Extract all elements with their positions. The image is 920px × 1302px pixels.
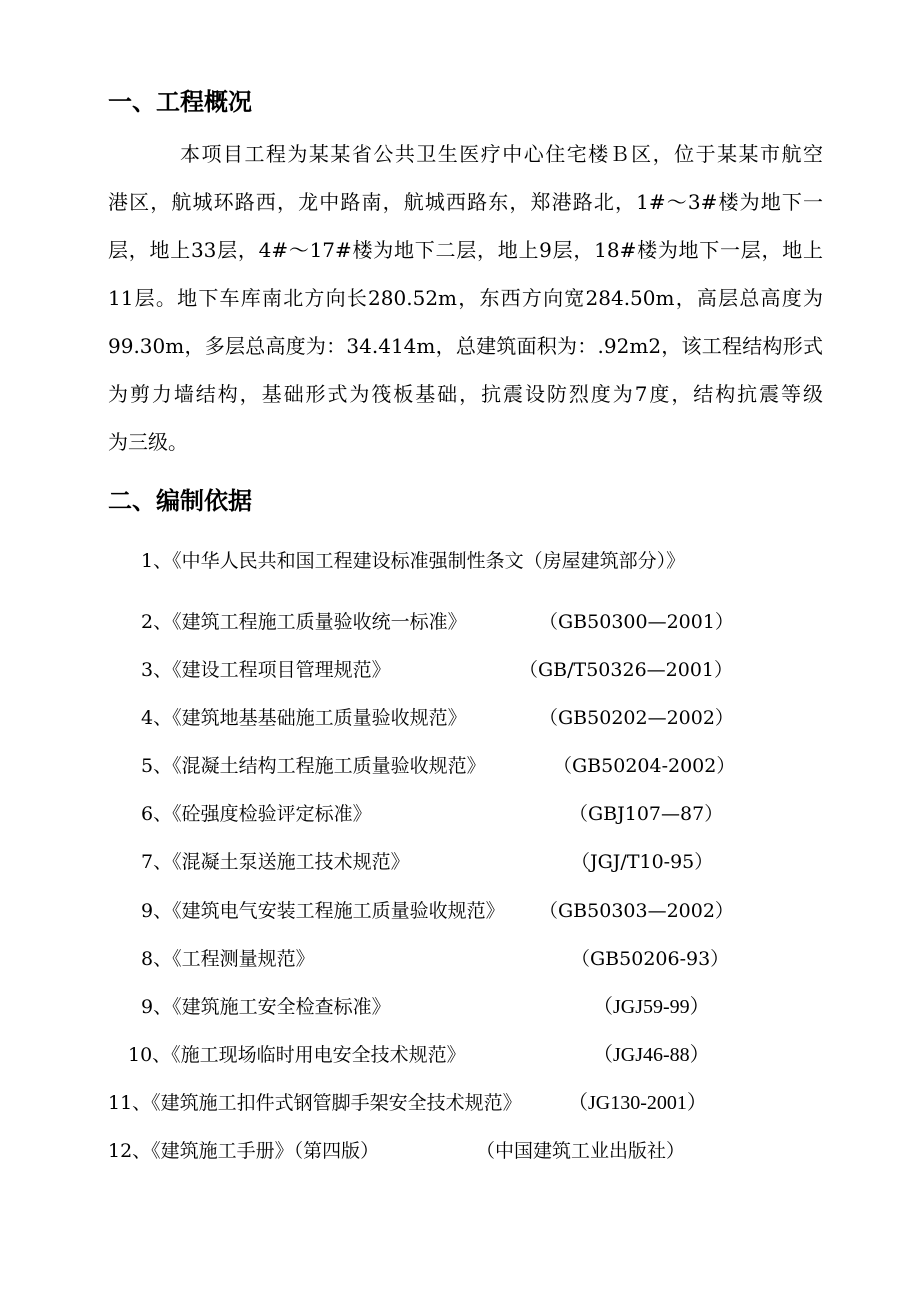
reference-code: （JG130-2001） [568,1092,707,1114]
paragraph-line: 港区，航城环路西，龙中路南，航城西路东，郑港路北，1#～3#楼为地下一 [108,190,823,214]
paragraph-line: 11层。地下车库南北方向长280.52m，东西方向宽284.50m，高层总高度为 [108,286,823,310]
reference-code: （GB50206-93） [571,948,730,970]
reference-title: 2、《建筑工程施工质量验收统一标准》 [141,611,467,633]
reference-item [141,543,685,579]
reference-title: 1、《中华人民共和国工程建设标准强制性条文（房屋建筑部分）》 [141,550,686,572]
reference-title: 12、《建筑施工手册》（第四版） [108,1140,380,1162]
reference-code: （GB/T50326—2001） [519,659,734,681]
section-heading-overview: 一、工程概况 [108,88,252,116]
reference-item [108,1085,721,1121]
reference-code: （GB50204-2002） [553,755,736,777]
reference-code: （GB50300—2001） [539,611,734,633]
section-heading-references: 二、编制依据 [108,487,252,515]
reference-title: 6、《砼强度检验评定标准》 [141,803,372,825]
reference-item [141,844,721,880]
paragraph-line: 为剪力墙结构，基础形式为筏板基础，抗震设防烈度为7度，结构抗震等级 [108,382,823,406]
reference-code: （中国建筑工业出版社） [476,1140,686,1162]
reference-code: （GBJ107—87） [569,803,724,825]
paragraph-line: 层，地上33层，4#～17#楼为地下二层，地上9层，18#楼为地下一层，地上 [108,238,823,262]
reference-item [128,1037,721,1073]
reference-code: （JGJ/T10-95） [571,851,714,873]
reference-item [141,748,736,784]
reference-code: （GB50202—2002） [539,707,734,729]
reference-item [141,700,734,736]
reference-code: （JGJ59-99） [593,996,710,1018]
reference-item [141,989,721,1025]
reference-title: 3、《建设工程项目管理规范》 [141,659,391,681]
reference-title: 7、《混凝土泵送施工技术规范》 [141,851,410,873]
paragraph-line: 本项目工程为某某省公共卫生医疗中心住宅楼Ｂ区，位于某某市航空 [180,142,823,166]
paragraph-line: 为三级。 [108,430,188,454]
reference-item [141,652,734,688]
reference-code: （GB50303—2002） [539,900,734,922]
reference-title: 9、《建筑电气安装工程施工质量验收规范》 [141,900,505,922]
reference-code: （JGJ46-88） [593,1044,710,1066]
reference-title: 4、《建筑地基基础施工质量验收规范》 [141,707,467,729]
reference-title: 8、《工程测量规范》 [141,948,315,970]
reference-item [141,796,724,832]
reference-item [141,941,730,977]
reference-item [141,604,734,640]
reference-title: 5、《混凝土结构工程施工质量验收规范》 [141,755,486,777]
reference-item [141,893,734,929]
reference-title: 9、《建筑施工安全检查标准》 [141,996,391,1018]
reference-title: 10、《施工现场临时用电安全技术规范》 [128,1044,466,1066]
paragraph-line: 99.30m，多层总高度为：34.414m，总建筑面积为：.92m2，该工程结构形式 [108,334,823,358]
reference-item [108,1133,721,1169]
reference-title: 11、《建筑施工扣件式钢管脚手架安全技术规范》 [108,1092,522,1114]
